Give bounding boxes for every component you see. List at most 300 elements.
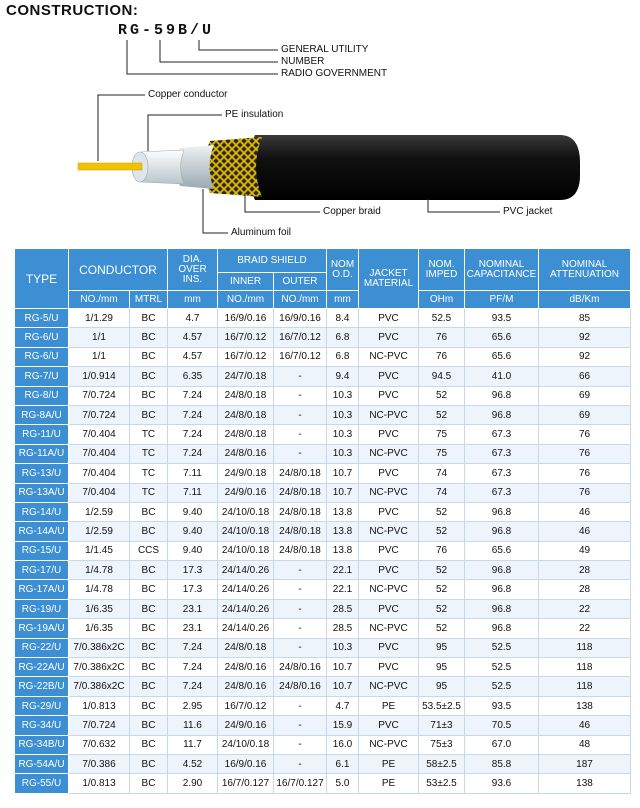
table-cell: 138 xyxy=(539,696,631,715)
table-cell: TC xyxy=(130,444,168,463)
table-cell: 7.24 xyxy=(168,386,218,405)
table-cell: 76 xyxy=(539,444,631,463)
table-cell: 22 xyxy=(539,599,631,618)
header-type: TYPE xyxy=(15,249,69,309)
table-cell: 1/2.59 xyxy=(69,502,130,521)
table-cell: 7/0.404 xyxy=(69,444,130,463)
table-cell: 1/6.35 xyxy=(69,619,130,638)
table-cell: 118 xyxy=(539,658,631,677)
table-cell: BC xyxy=(130,599,168,618)
table-cell: 1/1 xyxy=(69,328,130,347)
type-cell: RG-34B/U xyxy=(15,735,69,754)
table-cell: 15.9 xyxy=(327,716,359,735)
unit-att: dB/Km xyxy=(539,291,631,309)
table-cell: 11.7 xyxy=(168,735,218,754)
table-cell: 76 xyxy=(419,328,465,347)
model-code: RG-59B/U xyxy=(118,22,215,39)
table-row xyxy=(15,599,631,618)
table-cell: 58±2.5 xyxy=(419,754,465,773)
table-cell: PVC xyxy=(359,386,419,405)
table-cell: - xyxy=(274,561,327,580)
table-row xyxy=(15,483,631,502)
table-cell: 8.4 xyxy=(327,309,359,328)
table-cell: BC xyxy=(130,309,168,328)
table-cell: 76 xyxy=(419,541,465,560)
table-cell: 16/7/0.12 xyxy=(274,328,327,347)
type-cell: RG-13A/U xyxy=(15,483,69,502)
table-cell: - xyxy=(274,580,327,599)
table-cell: 52 xyxy=(419,580,465,599)
table-cell: PVC xyxy=(359,328,419,347)
table-cell: 16.0 xyxy=(327,735,359,754)
table-cell: 1/0.813 xyxy=(69,774,130,793)
table-cell: NC-PVC xyxy=(359,405,419,424)
type-cell: RG-17/U xyxy=(15,561,69,580)
table-cell: - xyxy=(274,696,327,715)
table-cell: 10.7 xyxy=(327,483,359,502)
table-cell: TC xyxy=(130,425,168,444)
table-cell: PVC xyxy=(359,716,419,735)
table-cell: BC xyxy=(130,619,168,638)
unit-outer: NO./mm xyxy=(274,291,327,309)
type-cell: RG-54A/U xyxy=(15,754,69,773)
table-row xyxy=(15,696,631,715)
table-cell: 24/8/0.16 xyxy=(274,677,327,696)
table-cell: 7/0.724 xyxy=(69,386,130,405)
table-cell: 6.1 xyxy=(327,754,359,773)
table-cell: 7/0.386 xyxy=(69,754,130,773)
table-cell: 13.8 xyxy=(327,502,359,521)
table-cell: 22.1 xyxy=(327,580,359,599)
table-cell: BC xyxy=(130,638,168,657)
table-cell: 7.24 xyxy=(168,658,218,677)
table-cell: BC xyxy=(130,561,168,580)
type-cell: RG-22B/U xyxy=(15,677,69,696)
table-cell: 9.4 xyxy=(327,367,359,386)
legend-radio-government: RADIO GOVERNMENT xyxy=(281,68,388,79)
table-cell: 4.57 xyxy=(168,328,218,347)
table-cell: PVC xyxy=(359,464,419,483)
table-cell: 46 xyxy=(539,522,631,541)
table-cell: BC xyxy=(130,386,168,405)
header-conductor: CONDUCTOR xyxy=(69,249,168,291)
table-cell: 7.11 xyxy=(168,483,218,502)
type-cell: RG-22/U xyxy=(15,638,69,657)
table-cell: 1/0.813 xyxy=(69,696,130,715)
unit-inner: NO./mm xyxy=(218,291,274,309)
table-cell: - xyxy=(274,425,327,444)
table-cell: PE xyxy=(359,774,419,793)
type-cell: RG-8/U xyxy=(15,386,69,405)
table-cell: 52 xyxy=(419,619,465,638)
type-cell: RG-29/U xyxy=(15,696,69,715)
table-cell: PVC xyxy=(359,309,419,328)
table-cell: 16/9/0.16 xyxy=(218,754,274,773)
table-cell: 1/6.35 xyxy=(69,599,130,618)
table-cell: 52 xyxy=(419,599,465,618)
table-cell: 1/1.29 xyxy=(69,309,130,328)
table-cell: 66 xyxy=(539,367,631,386)
table-cell: 24/8/0.18 xyxy=(274,522,327,541)
table-cell: - xyxy=(274,444,327,463)
type-cell: RG-5/U xyxy=(15,309,69,328)
table-cell: PVC xyxy=(359,502,419,521)
table-cell: 52 xyxy=(419,502,465,521)
table-cell: 96.8 xyxy=(465,405,539,424)
table-cell: 75 xyxy=(419,425,465,444)
table-cell: 69 xyxy=(539,386,631,405)
table-cell: 13.8 xyxy=(327,541,359,560)
table-cell: 24/8/0.16 xyxy=(218,444,274,463)
table-row xyxy=(15,638,631,657)
table-cell: 10.3 xyxy=(327,444,359,463)
table-cell: 52.5 xyxy=(465,658,539,677)
header-outer: OUTER xyxy=(274,273,327,291)
table-cell: 52 xyxy=(419,561,465,580)
table-cell: 52.5 xyxy=(465,638,539,657)
table-cell: 67.3 xyxy=(465,483,539,502)
table-row xyxy=(15,425,631,444)
table-cell: 24/14/0.26 xyxy=(218,599,274,618)
table-cell: 16/7/0.12 xyxy=(274,347,327,366)
label-pvc-jacket: PVC jacket xyxy=(503,206,553,217)
table-cell: 74 xyxy=(419,464,465,483)
table-cell: 92 xyxy=(539,328,631,347)
table-cell: 24/9/0.16 xyxy=(218,716,274,735)
table-cell: 93.6 xyxy=(465,774,539,793)
table-cell: 13.8 xyxy=(327,522,359,541)
table-cell: 67.0 xyxy=(465,735,539,754)
table-row xyxy=(15,561,631,580)
table-cell: 52.5 xyxy=(419,309,465,328)
table-cell: NC-PVC xyxy=(359,677,419,696)
table-cell: 24/10/0.18 xyxy=(218,541,274,560)
table-cell: BC xyxy=(130,754,168,773)
table-cell: 24/10/0.18 xyxy=(218,502,274,521)
unit-mtrl: MTRL xyxy=(130,291,168,309)
table-cell: PVC xyxy=(359,541,419,560)
table-cell: CCS xyxy=(130,541,168,560)
table-row xyxy=(15,367,631,386)
table-cell: 65.6 xyxy=(465,541,539,560)
table-cell: BC xyxy=(130,405,168,424)
table-cell: 7/0.404 xyxy=(69,425,130,444)
table-cell: NC-PVC xyxy=(359,580,419,599)
table-cell: 10.7 xyxy=(327,464,359,483)
table-cell: PVC xyxy=(359,658,419,677)
table-cell: 7.24 xyxy=(168,405,218,424)
type-cell: RG-19/U xyxy=(15,599,69,618)
table-cell: 24/14/0.26 xyxy=(218,561,274,580)
table-cell: 48 xyxy=(539,735,631,754)
table-cell: 46 xyxy=(539,716,631,735)
table-cell: 24/14/0.26 xyxy=(218,619,274,638)
table-cell: 95 xyxy=(419,658,465,677)
table-cell: 10.3 xyxy=(327,425,359,444)
table-cell: 95 xyxy=(419,638,465,657)
table-cell: 65.6 xyxy=(465,328,539,347)
table-row xyxy=(15,541,631,560)
type-cell: RG-55/U xyxy=(15,774,69,793)
type-cell: RG-14/U xyxy=(15,502,69,521)
table-cell: 16/7/0.12 xyxy=(218,696,274,715)
table-cell: 2.95 xyxy=(168,696,218,715)
table-row xyxy=(15,405,631,424)
table-cell: 10.3 xyxy=(327,638,359,657)
table-cell: 24/8/0.18 xyxy=(218,405,274,424)
table-cell: 24/8/0.16 xyxy=(218,658,274,677)
table-cell: - xyxy=(274,619,327,638)
table-cell: PVC xyxy=(359,561,419,580)
table-cell: 1/1.45 xyxy=(69,541,130,560)
table-cell: 67.3 xyxy=(465,464,539,483)
table-row xyxy=(15,347,631,366)
table-cell: 85 xyxy=(539,309,631,328)
table-cell: 24/9/0.16 xyxy=(218,483,274,502)
table-cell: 118 xyxy=(539,677,631,696)
table-cell: BC xyxy=(130,735,168,754)
table-row xyxy=(15,580,631,599)
table-cell: 4.7 xyxy=(168,309,218,328)
table-cell: 67.3 xyxy=(465,444,539,463)
table-cell: TC xyxy=(130,464,168,483)
type-cell: RG-34/U xyxy=(15,716,69,735)
table-cell: 16/7/0.127 xyxy=(274,774,327,793)
legend-number: NUMBER xyxy=(281,56,325,67)
table-cell: 7.11 xyxy=(168,464,218,483)
coax-cable-illustration xyxy=(0,85,640,245)
table-row xyxy=(15,386,631,405)
table-cell: BC xyxy=(130,367,168,386)
unit-od: mm xyxy=(327,291,359,309)
table-cell: - xyxy=(274,735,327,754)
table-cell: 16/7/0.127 xyxy=(218,774,274,793)
table-cell: 10.3 xyxy=(327,386,359,405)
table-row xyxy=(15,677,631,696)
table-cell: 46 xyxy=(539,502,631,521)
table-cell: 96.8 xyxy=(465,580,539,599)
table-cell: 16/7/0.12 xyxy=(218,328,274,347)
table-cell: 7.24 xyxy=(168,425,218,444)
header-dia: DIA. OVER INS. xyxy=(168,249,218,291)
table-cell: - xyxy=(274,386,327,405)
table-cell: 24/10/0.18 xyxy=(218,522,274,541)
header-jacket: JACKET MATERIAL xyxy=(359,249,419,309)
table-cell: 96.8 xyxy=(465,619,539,638)
type-cell: RG-19A/U xyxy=(15,619,69,638)
table-cell: NC-PVC xyxy=(359,483,419,502)
table-cell: PVC xyxy=(359,638,419,657)
table-cell: 5.0 xyxy=(327,774,359,793)
table-cell: 4.52 xyxy=(168,754,218,773)
table-cell: BC xyxy=(130,774,168,793)
table-cell: 9.40 xyxy=(168,522,218,541)
table-cell: NC-PVC xyxy=(359,735,419,754)
table-cell: 94.5 xyxy=(419,367,465,386)
table-row xyxy=(15,309,631,328)
table-cell: - xyxy=(274,716,327,735)
table-cell: 96.8 xyxy=(465,502,539,521)
table-cell: BC xyxy=(130,716,168,735)
table-cell: 76 xyxy=(539,483,631,502)
type-cell: RG-14A/U xyxy=(15,522,69,541)
table-cell: 52.5 xyxy=(465,677,539,696)
table-cell: PE xyxy=(359,696,419,715)
type-cell: RG-15/U xyxy=(15,541,69,560)
table-cell: 85.8 xyxy=(465,754,539,773)
table-cell: BC xyxy=(130,347,168,366)
table-cell: 96.8 xyxy=(465,561,539,580)
table-cell: PE xyxy=(359,754,419,773)
type-cell: RG-22A/U xyxy=(15,658,69,677)
table-cell: 24/8/0.18 xyxy=(274,464,327,483)
type-cell: RG-6/U xyxy=(15,347,69,366)
table-cell: 1/1 xyxy=(69,347,130,366)
table-cell: 1/2.59 xyxy=(69,522,130,541)
unit-no-mm: NO./mm xyxy=(69,291,130,309)
table-cell: 7/0.724 xyxy=(69,405,130,424)
table-cell: 67.3 xyxy=(465,425,539,444)
spec-table-body xyxy=(15,309,631,794)
table-cell: 4.57 xyxy=(168,347,218,366)
table-cell: 24/8/0.18 xyxy=(218,386,274,405)
table-cell: - xyxy=(274,638,327,657)
table-row xyxy=(15,658,631,677)
table-cell: 9.40 xyxy=(168,502,218,521)
table-cell: 95 xyxy=(419,677,465,696)
unit-dia: mm xyxy=(168,291,218,309)
table-cell: 70.5 xyxy=(465,716,539,735)
type-cell: RG-8A/U xyxy=(15,405,69,424)
table-cell: 7.24 xyxy=(168,638,218,657)
table-cell: 24/8/0.16 xyxy=(274,658,327,677)
table-cell: NC-PVC xyxy=(359,444,419,463)
table-cell: - xyxy=(274,367,327,386)
table-cell: 92 xyxy=(539,347,631,366)
table-cell: 28.5 xyxy=(327,619,359,638)
label-copper-braid: Copper braid xyxy=(323,206,381,217)
table-cell: 23.1 xyxy=(168,599,218,618)
type-cell: RG-17A/U xyxy=(15,580,69,599)
table-cell: 74 xyxy=(419,483,465,502)
table-cell: 24/8/0.18 xyxy=(274,502,327,521)
type-cell: RG-11A/U xyxy=(15,444,69,463)
table-cell: BC xyxy=(130,696,168,715)
table-row xyxy=(15,502,631,521)
table-cell: BC xyxy=(130,328,168,347)
table-cell: 6.8 xyxy=(327,347,359,366)
table-cell: 7/0.404 xyxy=(69,483,130,502)
table-cell: 17.3 xyxy=(168,580,218,599)
table-row xyxy=(15,619,631,638)
table-cell: 11.6 xyxy=(168,716,218,735)
table-cell: BC xyxy=(130,658,168,677)
construction-title: CONSTRUCTION: xyxy=(6,2,139,19)
table-cell: 24/8/0.18 xyxy=(274,541,327,560)
table-cell: TC xyxy=(130,483,168,502)
table-cell: BC xyxy=(130,502,168,521)
header-inner: INNER xyxy=(218,273,274,291)
table-cell: NC-PVC xyxy=(359,619,419,638)
table-cell: 28 xyxy=(539,580,631,599)
table-cell: 49 xyxy=(539,541,631,560)
table-cell: 24/8/0.16 xyxy=(218,677,274,696)
type-cell: RG-7/U xyxy=(15,367,69,386)
table-cell: 52 xyxy=(419,405,465,424)
header-braid-shield: BRAID SHIELD xyxy=(218,249,327,273)
legend-general-utility: GENERAL UTILITY xyxy=(281,44,369,55)
table-cell: 1/4.78 xyxy=(69,580,130,599)
header-nom-od: NOM O.D. xyxy=(327,249,359,291)
table-cell: 24/7/0.18 xyxy=(218,367,274,386)
spec-table xyxy=(14,248,631,794)
table-cell: - xyxy=(274,599,327,618)
table-cell: 16/7/0.12 xyxy=(218,347,274,366)
table-cell: 6.35 xyxy=(168,367,218,386)
header-attenuation: NOMINAL ATTENUATION xyxy=(539,249,631,291)
table-cell: 9.40 xyxy=(168,541,218,560)
table-cell: 4.7 xyxy=(327,696,359,715)
table-cell: 10.7 xyxy=(327,677,359,696)
table-cell: 1/0.914 xyxy=(69,367,130,386)
table-row xyxy=(15,444,631,463)
table-row xyxy=(15,716,631,735)
copper-conductor-shape xyxy=(78,163,142,170)
table-cell: 22.1 xyxy=(327,561,359,580)
table-cell: PVC xyxy=(359,599,419,618)
table-cell: 24/8/0.18 xyxy=(218,425,274,444)
table-cell: 76 xyxy=(539,425,631,444)
table-cell: 7/0.386x2C xyxy=(69,677,130,696)
table-cell: 28 xyxy=(539,561,631,580)
table-cell: - xyxy=(274,405,327,424)
table-cell: 69 xyxy=(539,405,631,424)
table-cell: 7/0.386x2C xyxy=(69,638,130,657)
table-cell: 93.5 xyxy=(465,309,539,328)
table-cell: 96.8 xyxy=(465,386,539,405)
table-cell: 16/9/0.16 xyxy=(218,309,274,328)
table-cell: 2.90 xyxy=(168,774,218,793)
table-cell: NC-PVC xyxy=(359,522,419,541)
table-row xyxy=(15,774,631,793)
table-cell: NC-PVC xyxy=(359,347,419,366)
table-cell: 10.3 xyxy=(327,405,359,424)
table-cell: 187 xyxy=(539,754,631,773)
table-cell: 138 xyxy=(539,774,631,793)
table-row xyxy=(15,522,631,541)
table-cell: BC xyxy=(130,677,168,696)
table-cell: - xyxy=(274,754,327,773)
unit-cap: PF/M xyxy=(465,291,539,309)
table-cell: 52 xyxy=(419,522,465,541)
table-cell: 96.8 xyxy=(465,599,539,618)
table-cell: 76 xyxy=(419,347,465,366)
table-cell: PVC xyxy=(359,367,419,386)
table-cell: 76 xyxy=(539,464,631,483)
header-capacitance: NOMINAL CAPACITANCE xyxy=(465,249,539,291)
table-cell: 71±3 xyxy=(419,716,465,735)
table-cell: 7/0.404 xyxy=(69,464,130,483)
table-cell: 24/9/0.18 xyxy=(218,464,274,483)
table-cell: 7.24 xyxy=(168,677,218,696)
table-cell: PVC xyxy=(359,425,419,444)
table-cell: 24/10/0.18 xyxy=(218,735,274,754)
table-cell: 96.8 xyxy=(465,522,539,541)
table-cell: 75±3 xyxy=(419,735,465,754)
table-row xyxy=(15,328,631,347)
table-cell: 7/0.724 xyxy=(69,716,130,735)
table-cell: BC xyxy=(130,580,168,599)
